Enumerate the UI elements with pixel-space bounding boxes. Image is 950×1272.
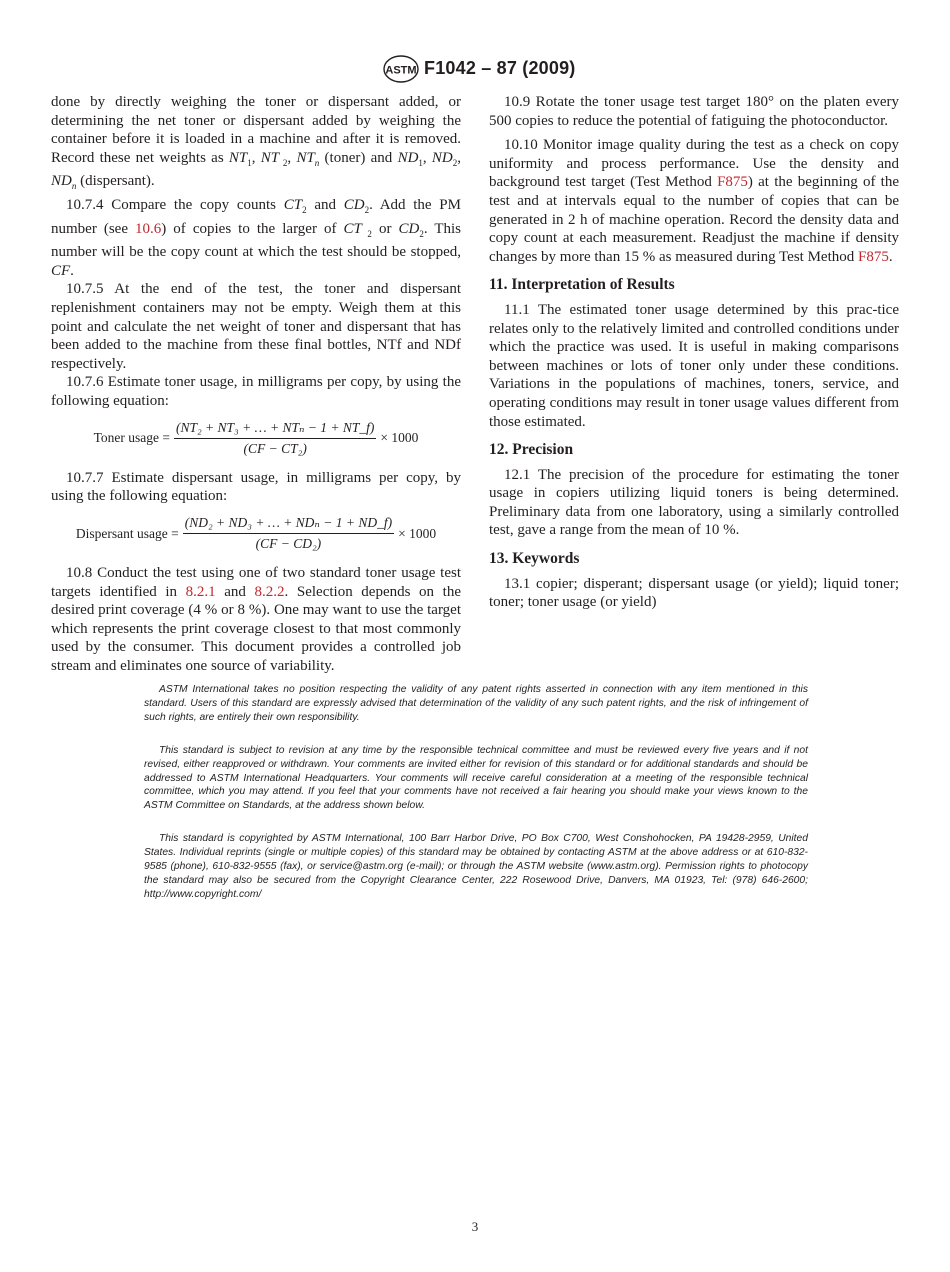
toner-usage-numerator: (NT₂ + NT₃ + … + NTₙ − 1 + NT_f) — [174, 419, 376, 440]
toner-usage-denominator: (CF − CT₂) — [243, 441, 307, 457]
paragraph-10-7-4: 10.7.4 Compare the copy counts $CT_2$ and $CD_2$. Add the PM number (see 10.6) of copies to the larger of CT $_2$ or $CD_2$. This number will be the copy count at which the test should be stopped, CF. — [51, 196, 461, 279]
page-number: 3 — [471, 1219, 479, 1234]
logo-text: ASTM — [385, 64, 417, 77]
paragraph-10-10: 10.10 Monitor image quality during the test as a check on copy uniformity and process performance. Use the density and background test target (Test Method F875) at the beginning of the test and at intervals equal to the number of copies that can be generated in 2 h of machine operation. Record the density data and copy count at each measurement. Readjust the machine if density changes by more than 15 % as measured during Test Method F875. — [489, 137, 899, 265]
paragraph-12-1: 12.1 The precision of the procedure for estimating the toner usage in copiers utilizing liquid toners is being determined. Preliminary data from one laboratory, using a similarly controlled test, gave a range from the mean of 10 %. — [489, 466, 899, 539]
section-11-heading: 11. Interpretation of Results — [489, 276, 675, 294]
patent-notice: ASTM International takes no position respecting the validity of any patent rights asserted in connection with any item mentioned in this standard. Users of this standard are expressly advised that determination of the validity of any such patent rights, and the risk of infringement of such rights, are entirely their own responsibility. — [144, 684, 808, 723]
dispersant-usage-equation: Dispersant usage = $\frac{\text{(ND₂ + ND₃ + … + NDₙ − 1 + ND\_f)}}{\text{(CF − CD₂)}}$ × 1000 — [51, 514, 461, 554]
ref-8-2-2-link[interactable]: 8.2.2 — [254, 583, 285, 600]
paragraph-10-7-5: 10.7.5 At the end of the test, the toner and dispersant replenishment containers may not be empty. Weigh them at this point and calculate the net weight of toner and dispersant that has been added to the machine from these final bottles, NTf and NDf respectively. — [51, 281, 461, 372]
astm-logo — [382, 54, 420, 84]
toner-usage-equation: Toner usage = $\frac{\text{(NT₂ + NT₃ + … + NTₙ − 1 + NT\_f)}}{\text{(CF − CT₂)}}$ × 1000 — [51, 419, 461, 459]
paragraph-13-1: 13.1 copier; disperant; dispersant usage (or yield); liquid toner; toner; toner usage (or yield) — [489, 575, 899, 611]
paragraph-10-9: 10.9 Rotate the toner usage test target 180° on the platen every 500 copies to reduce the potential of fatiguing the photoconductor. — [489, 94, 899, 129]
copyright-notice: This standard is copyrighted by ASTM International, 100 Barr Harbor Drive, PO Box C700, West Conshohocken, PA 19428-2959, United States. Individual reprints (single or multiple copies) of this standard may be obtained by contacting ASTM at the above address or at 610-832-9585 (phone), 610-832-9555 (fax), or service@astm.org (e-mail); or through the ASTM website (www.astm.org). Permission rights to photocopy the standard may also be secured from the Copyright Clearance Center, 222 Rosewood Drive, Danvers, MA 01923, Tel: (978) 646-2600; http://www.copyright.com/ — [144, 833, 808, 900]
paragraph-10-8: 10.8 Conduct the test using one of two standard toner usage test targets identified in 8.2.1 and 8.2.2. Selection depends on the desired print coverage (4 % or 8 %). One may want to use the target which represents the print coverage closest to that most commonly used by the consumer. This document provides a controlled job stream and eliminates one source of variability. — [51, 565, 461, 675]
revision-notice: This standard is subject to revision at any time by the responsible technical committee and must be reviewed every five years and if not revised, either reapproved or withdrawn. Your comments are invited either for revision of this standard or for additional standards and should be addressed to ASTM International Headquarters. Your comments will receive careful consideration at a meeting of the responsible technical committee, which you may attend. If you feel that your comments have not received a fair hearing you should make your views known to the ASTM Committee on Standards, at the address shown below. — [144, 744, 808, 812]
document-designation: F1042 – 87 (2009) — [424, 58, 576, 78]
paragraph-11-1: 11.1 The estimated toner usage determined by this prac-tice relates only to the relatively limited and controlled conditions under which the practice was used. It is useful in making comparisons between machines or lots of toner only under these conditions. Variations in the populations of machines, toners, service, and operating conditions may result in toner usage values different from those estimated. — [489, 301, 899, 430]
left-column — [51, 93, 461, 676]
paragraph-10-7-6: 10.7.6 Estimate toner usage, in milligrams per copy, by using the following equation: — [51, 374, 461, 409]
legal-notices — [144, 683, 808, 921]
dispersant-usage-denominator: (CF − CD₂) — [255, 536, 322, 552]
ref-f875-link-2[interactable]: F875 — [858, 248, 889, 265]
section-12-heading: 12. Precision — [489, 441, 574, 459]
right-column — [489, 93, 899, 612]
paragraph-10-7-7: 10.7.7 Estimate dispersant usage, in milligrams per copy, by using the following equation: — [51, 469, 461, 505]
ref-8-2-1-link[interactable]: 8.2.1 — [185, 583, 216, 600]
ref-f875-link[interactable]: F875 — [717, 174, 748, 191]
ref-10-6-link[interactable]: 10.6 — [135, 220, 162, 237]
section-13-heading: 13. Keywords — [489, 550, 580, 568]
paragraph-continuation: done by directly weighing the toner or dispersant added, or determining the net toner or dispersant added by weighing the container before it is loaded in a machine and after it is removed. Record these net weights as $NT_1$, NT $_2$, $NT_n$ (toner) and $ND_1$, $ND_2$, $ND_n$ (dispersant). — [51, 94, 462, 192]
dispersant-usage-numerator: (ND₂ + ND₃ + … + NDₙ − 1 + ND_f) — [183, 514, 394, 535]
